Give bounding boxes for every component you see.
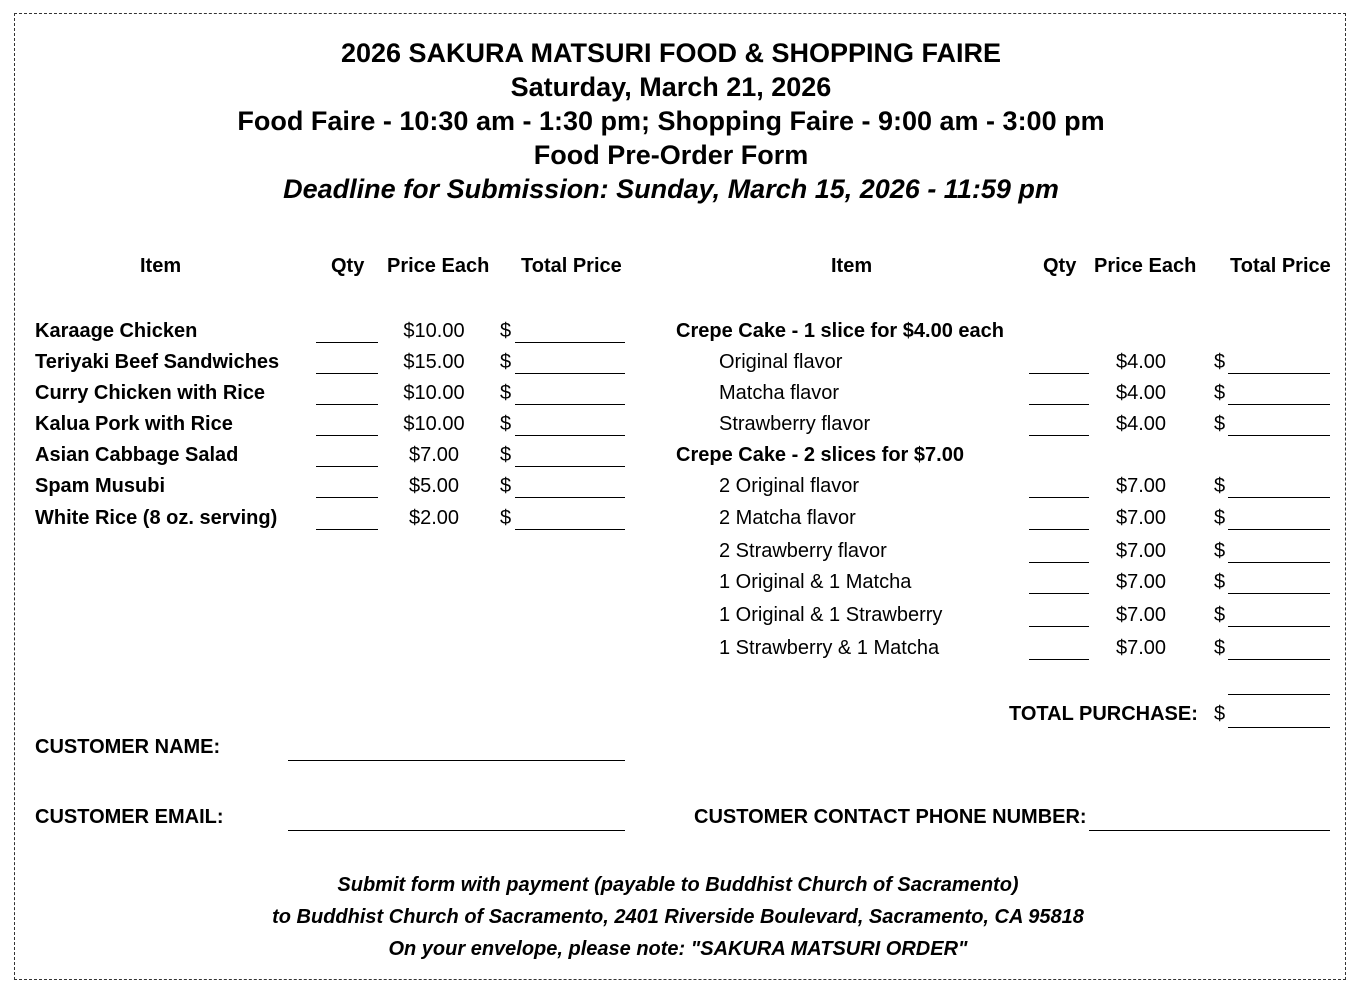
total-currency: $ bbox=[1214, 703, 1226, 725]
item-name: Strawberry flavor bbox=[719, 413, 871, 435]
customer-name-label: CUSTOMER NAME: bbox=[35, 736, 221, 758]
item-name: Curry Chicken with Rice bbox=[35, 382, 266, 404]
total-price-field[interactable] bbox=[1228, 404, 1330, 405]
item-name: Kalua Pork with Rice bbox=[35, 413, 233, 435]
price-each: $2.00 bbox=[408, 507, 460, 529]
qty-field[interactable] bbox=[1029, 497, 1089, 498]
customer-phone-label: CUSTOMER CONTACT PHONE NUMBER: bbox=[694, 806, 1087, 828]
total-price-field[interactable] bbox=[1228, 373, 1330, 374]
item-name: 1 Strawberry & 1 Matcha bbox=[719, 637, 940, 659]
currency-symbol: $ bbox=[500, 507, 512, 529]
left-item-header: Item bbox=[140, 255, 182, 277]
right-price-each-header: Price Each bbox=[1094, 255, 1197, 277]
qty-field[interactable] bbox=[1029, 562, 1089, 563]
qty-field[interactable] bbox=[316, 435, 378, 436]
left-price-each-header: Price Each bbox=[387, 255, 490, 277]
total-price-field[interactable] bbox=[1228, 626, 1330, 627]
section-heading: Crepe Cake - 1 slice for $4.00 each bbox=[676, 320, 1004, 342]
item-name: 2 Matcha flavor bbox=[719, 507, 856, 529]
price-each: $15.00 bbox=[403, 351, 465, 373]
footer-envelope-note: On your envelope, please note: "SAKURA MATSURI ORDER" bbox=[388, 938, 968, 960]
qty-field[interactable] bbox=[316, 466, 378, 467]
total-price-field[interactable] bbox=[515, 529, 625, 530]
price-each: $10.00 bbox=[403, 413, 465, 435]
price-each: $4.00 bbox=[1115, 413, 1167, 435]
total-price-field[interactable] bbox=[515, 342, 625, 343]
total-price-field[interactable] bbox=[1228, 659, 1330, 660]
right-qty-header: Qty bbox=[1043, 255, 1077, 277]
currency-symbol: $ bbox=[1214, 475, 1226, 497]
price-each: $7.00 bbox=[1115, 571, 1167, 593]
form-title: 2026 SAKURA MATSURI FOOD & SHOPPING FAIRE bbox=[340, 38, 1002, 68]
total-price-field[interactable] bbox=[1228, 562, 1330, 563]
currency-symbol: $ bbox=[1214, 382, 1226, 404]
left-qty-header: Qty bbox=[331, 255, 365, 277]
item-name: White Rice (8 oz. serving) bbox=[35, 507, 278, 529]
price-each: $5.00 bbox=[408, 475, 460, 497]
event-date: Saturday, March 21, 2026 bbox=[510, 72, 832, 102]
currency-symbol: $ bbox=[1214, 604, 1226, 626]
submission-deadline: Deadline for Submission: Sunday, March 15, 2026 - 11:59 pm bbox=[283, 174, 1059, 204]
footer-payment-note: Submit form with payment (payable to Buddhist Church of Sacramento) bbox=[337, 874, 1019, 896]
price-each: $10.00 bbox=[403, 320, 465, 342]
currency-symbol: $ bbox=[1214, 571, 1226, 593]
item-name: Karaage Chicken bbox=[35, 320, 198, 342]
item-name: Original flavor bbox=[719, 351, 843, 373]
total-price-field[interactable] bbox=[515, 466, 625, 467]
currency-symbol: $ bbox=[500, 475, 512, 497]
qty-field[interactable] bbox=[316, 404, 378, 405]
item-name: Teriyaki Beef Sandwiches bbox=[35, 351, 280, 373]
right-item-header: Item bbox=[831, 255, 873, 277]
subtotal-rule bbox=[1228, 694, 1330, 695]
customer-name-field[interactable] bbox=[288, 760, 625, 761]
price-each: $10.00 bbox=[403, 382, 465, 404]
currency-symbol: $ bbox=[500, 413, 512, 435]
customer-email-field[interactable] bbox=[288, 830, 625, 831]
qty-field[interactable] bbox=[316, 373, 378, 374]
qty-field[interactable] bbox=[1029, 435, 1089, 436]
right-total-price-header: Total Price bbox=[1230, 255, 1331, 277]
total-price-field[interactable] bbox=[1228, 593, 1330, 594]
qty-field[interactable] bbox=[1029, 659, 1089, 660]
total-purchase-field[interactable] bbox=[1228, 727, 1330, 728]
qty-field[interactable] bbox=[316, 497, 378, 498]
currency-symbol: $ bbox=[1214, 413, 1226, 435]
currency-symbol: $ bbox=[500, 351, 512, 373]
qty-field[interactable] bbox=[316, 529, 378, 530]
qty-field[interactable] bbox=[1029, 593, 1089, 594]
currency-symbol: $ bbox=[500, 320, 512, 342]
left-total-price-header: Total Price bbox=[521, 255, 622, 277]
total-price-field[interactable] bbox=[515, 373, 625, 374]
section-heading: Crepe Cake - 2 slices for $7.00 bbox=[676, 444, 964, 466]
total-price-field[interactable] bbox=[515, 404, 625, 405]
price-each: $7.00 bbox=[1115, 507, 1167, 529]
qty-field[interactable] bbox=[1029, 529, 1089, 530]
item-name: 2 Original flavor bbox=[719, 475, 860, 497]
item-name: 2 Strawberry flavor bbox=[719, 540, 887, 562]
price-each: $7.00 bbox=[1115, 475, 1167, 497]
total-price-field[interactable] bbox=[1228, 435, 1330, 436]
total-price-field[interactable] bbox=[1228, 497, 1330, 498]
item-name: Spam Musubi bbox=[35, 475, 166, 497]
price-each: $4.00 bbox=[1115, 382, 1167, 404]
customer-phone-field[interactable] bbox=[1089, 830, 1330, 831]
item-name: 1 Original & 1 Matcha bbox=[719, 571, 912, 593]
form-subtitle: Food Pre-Order Form bbox=[533, 140, 809, 170]
currency-symbol: $ bbox=[1214, 637, 1226, 659]
currency-symbol: $ bbox=[500, 382, 512, 404]
price-each: $7.00 bbox=[1115, 604, 1167, 626]
price-each: $7.00 bbox=[1115, 637, 1167, 659]
event-hours: Food Faire - 10:30 am - 1:30 pm; Shopping Faire - 9:00 am - 3:00 pm bbox=[237, 106, 1105, 136]
total-price-field[interactable] bbox=[1228, 529, 1330, 530]
item-name: 1 Original & 1 Strawberry bbox=[719, 604, 943, 626]
currency-symbol: $ bbox=[1214, 540, 1226, 562]
currency-symbol: $ bbox=[1214, 351, 1226, 373]
total-price-field[interactable] bbox=[515, 497, 625, 498]
footer-address: to Buddhist Church of Sacramento, 2401 Riverside Boulevard, Sacramento, CA 95818 bbox=[272, 906, 1084, 928]
customer-email-label: CUSTOMER EMAIL: bbox=[35, 806, 224, 828]
total-price-field[interactable] bbox=[515, 435, 625, 436]
item-name: Matcha flavor bbox=[719, 382, 840, 404]
qty-field[interactable] bbox=[316, 342, 378, 343]
price-each: $7.00 bbox=[1115, 540, 1167, 562]
total-purchase-label: TOTAL PURCHASE: bbox=[1009, 703, 1198, 725]
qty-field[interactable] bbox=[1029, 373, 1089, 374]
item-name: Asian Cabbage Salad bbox=[35, 444, 239, 466]
qty-field[interactable] bbox=[1029, 404, 1089, 405]
currency-symbol: $ bbox=[1214, 507, 1226, 529]
price-each: $4.00 bbox=[1115, 351, 1167, 373]
qty-field[interactable] bbox=[1029, 626, 1089, 627]
price-each: $7.00 bbox=[408, 444, 460, 466]
currency-symbol: $ bbox=[500, 444, 512, 466]
